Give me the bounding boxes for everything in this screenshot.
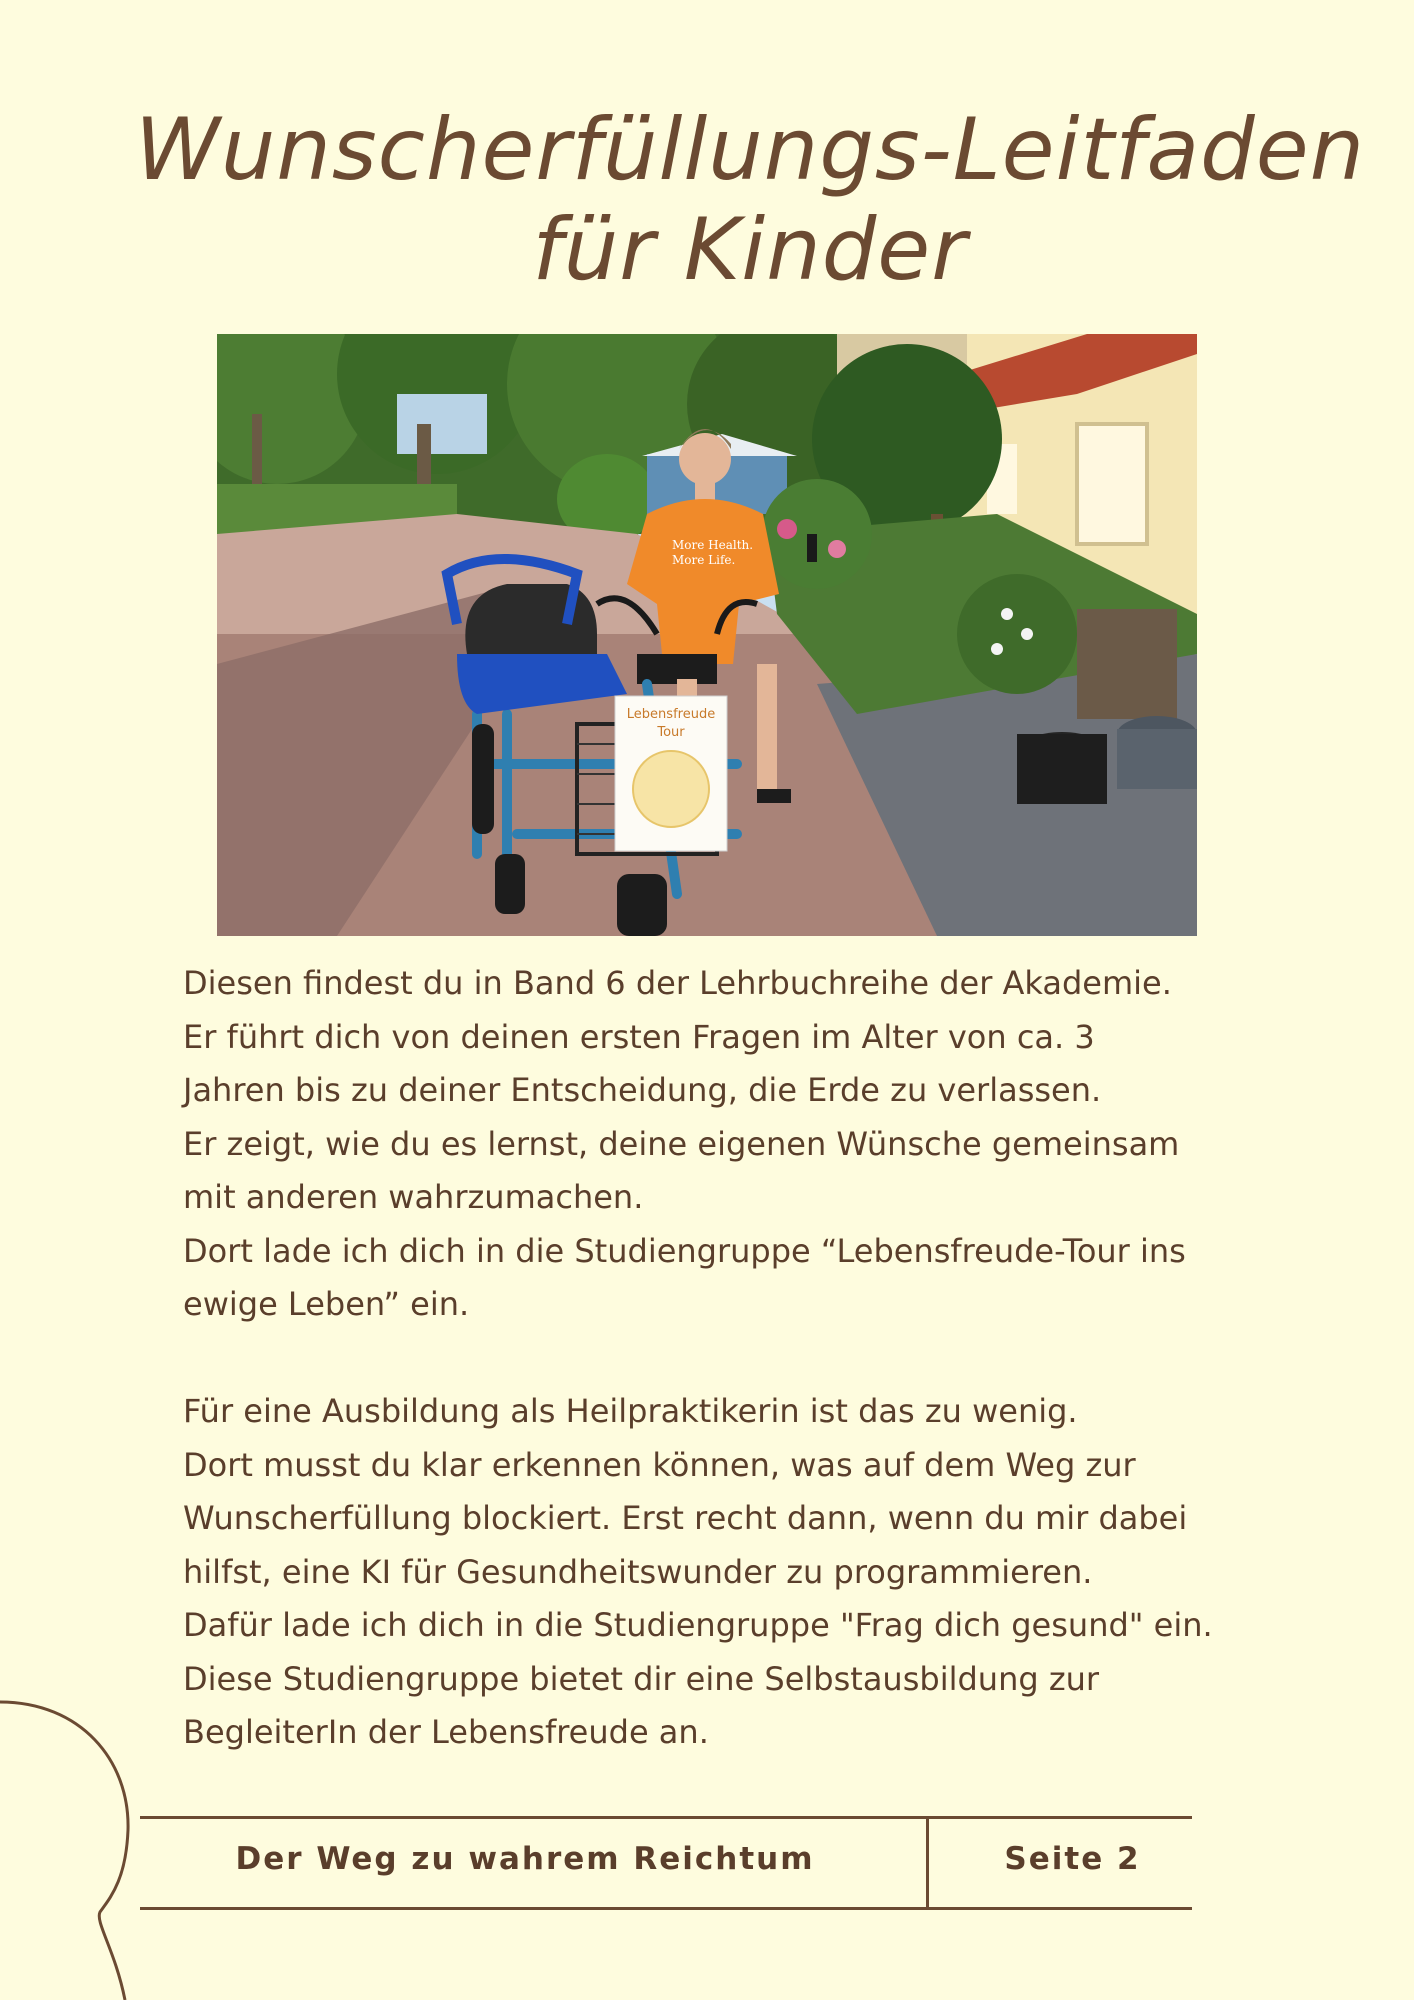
footer-divider — [926, 1816, 929, 1910]
footer-title: Der Weg zu wahrem Reichtum — [235, 1841, 815, 1877]
text-line: Jahren bis zu deiner Entscheidung, die Erde zu verlassen. — [183, 1071, 1102, 1109]
sign-text-2: Tour — [657, 725, 685, 740]
text-line: Wunscherfüllung blockiert. Erst recht dann, wenn du mir dabei — [183, 1499, 1188, 1537]
text-line: Diese Studiengruppe bietet dir eine Selbstausbildung zur — [183, 1659, 1100, 1698]
text-line: ewige Leben” ein. — [183, 1285, 470, 1323]
title-line-2: für Kinder — [532, 200, 968, 300]
footer-bottom-rule — [140, 1907, 1192, 1910]
sign-text-1: Lebensfreude — [626, 707, 716, 722]
shirt-text-2: More Life. — [672, 553, 736, 567]
body-text — [183, 957, 1333, 1760]
footer-top-rule — [140, 1816, 1192, 1819]
shirt-text-1: More Health. — [672, 538, 754, 552]
text-line: BegleiterIn der Lebensfreude an. — [183, 1713, 709, 1751]
text-line: Dort lade ich dich in die Studiengruppe “Lebensfreude-Tour ins — [183, 1231, 1186, 1270]
page-title — [100, 100, 1400, 300]
paragraph-gap — [183, 1332, 1333, 1386]
decorative-curve — [0, 1690, 140, 2000]
title-line-1: Wunscherfüllungs-Leitfaden — [134, 100, 1366, 200]
page-number: Seite 2 — [1004, 1841, 1141, 1877]
text-line: Für eine Ausbildung als Heilpraktikerin ist das zu wenig. — [183, 1392, 1078, 1430]
photo-woman-on-tricycle — [217, 334, 1197, 936]
text-line: Dort musst du klar erkennen können, was auf dem Weg zur — [183, 1445, 1136, 1484]
text-line: Diesen findest du in Band 6 der Lehrbuchreihe der Akademie. — [183, 964, 1172, 1002]
text-line: Er zeigt, wie du es lernst, deine eigenen Wünsche gemeinsam — [183, 1124, 1180, 1163]
text-line: Er führt dich von deinen ersten Fragen im Alter von ca. 3 — [183, 1017, 1095, 1056]
text-line: mit anderen wahrzumachen. — [183, 1178, 644, 1216]
text-line: hilfst, eine KI für Gesundheitswunder zu programmieren. — [183, 1552, 1093, 1591]
text-line: Dafür lade ich dich in die Studiengruppe "Frag dich gesund" ein. — [183, 1606, 1213, 1644]
